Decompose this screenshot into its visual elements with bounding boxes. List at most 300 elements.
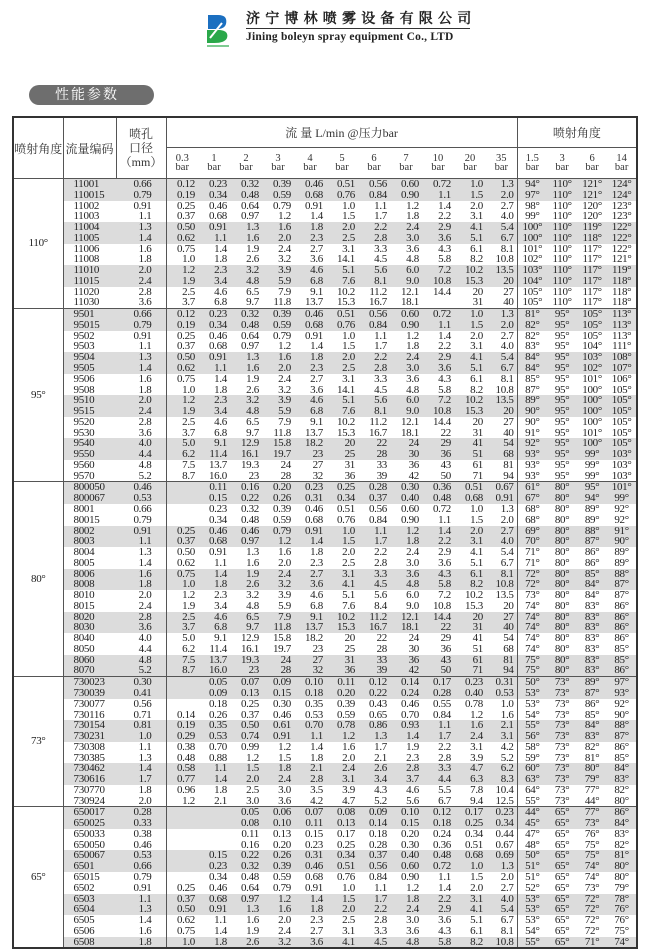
flow-value: 0.72 <box>422 179 454 190</box>
table-row <box>13 526 637 537</box>
flow-value: 0.65 <box>368 708 387 721</box>
flow-value: 0.76 <box>336 871 355 883</box>
flow-value: 0.76 <box>336 513 355 526</box>
flow-value: 1.0 <box>182 383 195 396</box>
flow-value: 1.4 <box>310 210 323 223</box>
flow-code: 6504 <box>63 904 116 915</box>
flow-value: 28 <box>358 449 390 460</box>
spray-angle-value: 83° <box>577 665 607 676</box>
flow-value: 3.1 <box>470 340 483 353</box>
flow-value: 15.3 <box>454 276 486 287</box>
flow-value: 0.16 <box>240 838 259 851</box>
flow-code: 11002 <box>63 201 116 212</box>
flow-value: 4.6 <box>310 589 323 602</box>
table-row <box>13 655 637 666</box>
spray-angle-value: 119° <box>607 265 637 276</box>
flow-value: 3.6 <box>438 556 451 569</box>
flow-value: 3.9 <box>262 265 294 276</box>
flow-value: 1.8 <box>310 751 323 764</box>
flow-code: 6506 <box>63 926 116 937</box>
flow-value: 1.0 <box>486 699 517 710</box>
spray-angle-value: 75° <box>577 850 607 861</box>
flow-value: 3.9 <box>262 395 294 406</box>
spray-angle-value: 75° <box>517 655 547 666</box>
spray-angle-value: 105° <box>607 438 637 449</box>
flow-value: 1.1 <box>422 320 454 331</box>
flow-value: 5.9 <box>262 276 294 287</box>
flow-value: 0.05 <box>198 677 230 688</box>
flow-value: 3.2 <box>262 937 294 949</box>
flow-value: 3.1 <box>326 774 358 785</box>
spray-angle-value: 86° <box>614 599 629 612</box>
spray-angle-value: 87° <box>577 536 607 547</box>
flow-code: 11008 <box>63 254 116 265</box>
header-flow-pressure: 3 bar <box>262 148 294 179</box>
orifice-diameter: 3.6 <box>116 622 166 633</box>
flow-value: 2.0 <box>326 222 358 233</box>
flow-value: 11.2 <box>369 285 387 298</box>
spray-angle-value: 51° <box>517 861 547 872</box>
flow-value: 1.6 <box>342 740 355 753</box>
flow-value: 0.25 <box>240 697 259 710</box>
flow-value: 2.7 <box>310 924 323 937</box>
spray-angle-value: 113° <box>611 329 632 342</box>
spray-angle-value: 72° <box>517 579 547 590</box>
spray-angle-value: 85° <box>525 372 540 385</box>
flow-value: 23 <box>312 642 323 655</box>
spray-angle-value: 123° <box>611 199 632 212</box>
spray-angle-value: 74° <box>584 871 600 883</box>
spray-angle-value: 91° <box>525 426 540 439</box>
flow-code: 65015 <box>63 872 116 883</box>
flow-value: 5.0 <box>182 632 195 645</box>
spray-angle-value: 76° <box>607 904 637 915</box>
spray-angle-value: 64° <box>525 783 540 796</box>
flow-value: 0.62 <box>176 556 195 569</box>
flow-value: 5.1 <box>326 265 358 276</box>
spray-angle-value: 119° <box>577 222 607 233</box>
flow-value: 1.2 <box>326 731 358 742</box>
table-row <box>13 872 637 883</box>
flow-value: 0.48 <box>230 320 262 331</box>
table-row <box>13 601 637 612</box>
flow-value: 0.75 <box>176 924 195 937</box>
flow-value: 1.7 <box>422 731 454 742</box>
flow-value <box>166 818 198 829</box>
table-row <box>13 665 637 676</box>
company-name-en: Jining boleyn spray equipment Co., LTD <box>246 31 454 43</box>
spray-angle-value: 88° <box>607 720 637 731</box>
flow-value: 2.1 <box>198 796 230 807</box>
flow-value: 0.14 <box>176 708 195 721</box>
flow-value: 0.53 <box>486 688 517 699</box>
flow-value: 11.2 <box>369 415 387 428</box>
flow-value: 4.3 <box>422 569 454 580</box>
flow-value: 0.48 <box>176 751 195 764</box>
flow-value: 1.8 <box>214 783 227 796</box>
orifice-diameter: 1.4 <box>116 763 166 774</box>
spray-angle-value: 53° <box>517 688 547 699</box>
flow-value: 1.4 <box>310 740 323 753</box>
flow-value: 0.25 <box>176 199 195 212</box>
flow-value: 22 <box>358 438 390 449</box>
flow-value: 0.59 <box>262 320 294 331</box>
flow-value: 2.8 <box>374 914 387 927</box>
orifice-diameter: 0.53 <box>116 850 166 861</box>
flow-value: 4.8 <box>406 253 419 266</box>
flow-value: 1.8 <box>310 546 323 559</box>
flow-value: 71 <box>454 665 486 676</box>
flow-value: 0.36 <box>432 838 451 851</box>
flow-value: 0.35 <box>198 720 230 731</box>
flow-value: 1.0 <box>326 526 358 537</box>
flow-value: 10.8 <box>486 385 517 396</box>
spray-angle-value: 80° <box>607 861 637 872</box>
flow-value: 0.84 <box>358 320 390 331</box>
flow-value: 9.1 <box>310 285 323 298</box>
flow-value: 0.15 <box>262 688 294 699</box>
flow-value: 68 <box>486 449 517 460</box>
flow-value: 1.6 <box>230 233 262 244</box>
spray-angle-value: 82° <box>517 320 547 331</box>
flow-value: 4.1 <box>454 904 486 915</box>
spray-angle-value: 87° <box>614 589 629 602</box>
flow-value: 0.34 <box>486 818 517 829</box>
table-row <box>13 644 637 655</box>
flow-value: 1.3 <box>486 504 517 515</box>
orifice-diameter: 2.8 <box>116 287 166 298</box>
flow-value: 2.4 <box>454 731 486 742</box>
flow-value: 4.0 <box>486 894 517 905</box>
spray-angle-value: 93° <box>517 449 547 460</box>
flow-value: 10.8 <box>486 937 517 949</box>
flow-code: 8050 <box>63 644 116 655</box>
header-spray-angle: 喷射角度 <box>13 117 63 179</box>
spray-angle-value: 72° <box>584 914 600 927</box>
orifice-diameter: 2.4 <box>116 601 166 612</box>
flow-value: 1.4 <box>294 536 326 547</box>
spray-angle-value: 80° <box>547 665 577 676</box>
flow-value: 1.8 <box>390 536 422 547</box>
flow-value: 1.0 <box>182 253 195 266</box>
flow-value: 8.1 <box>486 569 517 580</box>
flow-value: 0.43 <box>368 697 387 710</box>
flow-code: 11001 <box>63 179 116 190</box>
spray-angle-value: 105° <box>607 395 637 406</box>
flow-value: 0.60 <box>390 309 422 320</box>
flow-value: 4.8 <box>230 276 262 287</box>
flow-value: 1.8 <box>406 340 419 353</box>
flow-value: 1.2 <box>166 796 198 807</box>
spray-angle-value: 45° <box>517 818 547 829</box>
flow-value: 3.9 <box>278 589 291 602</box>
spray-angle-value: 100° <box>577 395 607 406</box>
flow-value: 8.2 <box>454 937 486 949</box>
flow-value: 0.91 <box>198 352 230 363</box>
flow-value: 0.68 <box>454 493 486 504</box>
spray-angle-value: 83° <box>577 622 607 633</box>
flow-value: 22 <box>422 622 454 633</box>
flow-value: 2.3 <box>310 914 323 927</box>
flow-value: 14.4 <box>422 612 454 623</box>
spray-angle-value: 63° <box>517 774 547 785</box>
flow-value: 1.4 <box>438 329 451 342</box>
orifice-diameter: 0.28 <box>116 807 166 818</box>
spray-angle-value: 99° <box>607 493 637 504</box>
flow-value: 2.5 <box>246 783 259 796</box>
flow-value: 8.1 <box>486 374 517 385</box>
flow-value: 3.1 <box>454 536 486 547</box>
flow-value: 3.6 <box>294 579 326 590</box>
flow-value: 3.3 <box>374 372 387 385</box>
flow-value: 0.12 <box>358 677 390 688</box>
table-row <box>13 287 637 298</box>
spray-angle-value: 89° <box>614 546 629 559</box>
flow-value: 2.5 <box>326 233 358 244</box>
flow-value: 0.25 <box>176 881 195 894</box>
spray-angle-value: 82° <box>614 838 629 851</box>
flow-value: 9.4 <box>454 796 486 807</box>
spray-angle-value: 74° <box>525 642 540 655</box>
table-row <box>13 807 637 818</box>
flow-value: 24 <box>408 632 419 645</box>
spray-angle-value: 94° <box>517 179 547 190</box>
flow-value: 0.64 <box>240 329 259 342</box>
flow-value: 0.84 <box>368 513 387 526</box>
flow-value: 2.5 <box>166 612 198 623</box>
flow-value: 2.6 <box>358 763 390 774</box>
flow-value: 42 <box>390 665 422 676</box>
flow-value <box>166 482 198 493</box>
flow-value: 36 <box>390 655 422 666</box>
flow-value: 31 <box>326 655 358 666</box>
flow-value: 5.1 <box>470 914 483 927</box>
flow-value: 2.9 <box>422 352 454 363</box>
flow-code: 650050 <box>63 840 116 851</box>
flow-value: 24 <box>262 655 294 666</box>
spray-angle-value: 80° <box>547 622 577 633</box>
flow-value: 0.46 <box>208 329 227 342</box>
flow-value: 8.1 <box>358 276 390 287</box>
flow-value: 1.7 <box>374 340 387 353</box>
table-row <box>13 244 637 255</box>
flow-value: 2.4 <box>326 763 358 774</box>
flow-value: 0.19 <box>166 720 198 731</box>
table-row <box>13 731 637 742</box>
flow-code: 11020 <box>63 287 116 298</box>
flow-value: 20 <box>344 632 355 645</box>
flow-value: 0.77 <box>166 774 198 785</box>
spray-angle-value: 117° <box>582 242 602 255</box>
flow-value: 0.69 <box>486 850 517 861</box>
flow-value: 1.4 <box>198 569 230 580</box>
flow-value: 31 <box>344 458 355 471</box>
flow-value: 5.6 <box>358 265 390 276</box>
flow-value: 5.9 <box>278 599 291 612</box>
flow-value: 19.7 <box>272 642 291 655</box>
flow-value: 2.3 <box>310 556 323 569</box>
flow-code: 9530 <box>63 428 116 439</box>
flow-value: 2.9 <box>422 222 454 233</box>
flow-value: 1.2 <box>406 329 419 342</box>
flow-code: 9540 <box>63 438 116 449</box>
flow-value: 3.6 <box>422 363 454 374</box>
flow-value: 9.7 <box>230 622 262 633</box>
spray-angle-value: 74° <box>525 599 540 612</box>
spray-angle-value: 89° <box>517 395 547 406</box>
flow-value: 0.40 <box>390 493 422 504</box>
spray-angle-value: 65° <box>554 827 570 840</box>
flow-value: 2.0 <box>486 190 517 201</box>
flow-code: 730462 <box>63 763 116 774</box>
flow-value: 0.25 <box>454 818 486 829</box>
flow-value: 0.23 <box>304 838 323 851</box>
flow-value: 1.3 <box>486 861 517 872</box>
flow-value: 0.37 <box>358 850 390 861</box>
flow-value: 0.68 <box>304 871 323 883</box>
flow-value: 1.4 <box>198 774 230 785</box>
flow-value: 1.1 <box>214 914 227 927</box>
flow-value: 1.9 <box>166 406 198 417</box>
flow-value: 9.0 <box>390 406 422 417</box>
flow-code: 9520 <box>63 417 116 428</box>
flow-value: 3.7 <box>182 426 195 439</box>
flow-value: 0.39 <box>336 697 355 710</box>
flow-code: 650067 <box>63 850 116 861</box>
flow-value: 3.7 <box>166 622 198 633</box>
table-row <box>13 374 637 385</box>
spray-angle-value: 99° <box>577 449 607 460</box>
flow-value: 0.70 <box>208 740 227 753</box>
flow-value: 3.6 <box>310 253 323 266</box>
spray-angle-value: 73° <box>547 688 577 699</box>
flow-value: 1.0 <box>166 937 198 949</box>
flow-value: 5.8 <box>438 253 451 266</box>
spray-angle-value: 74° <box>577 861 607 872</box>
flow-value: 1.2 <box>470 708 483 721</box>
table-row <box>13 276 637 287</box>
flow-value: 6.7 <box>486 915 517 926</box>
flow-code: 800067 <box>63 493 116 504</box>
flow-value: 4.6 <box>214 415 227 428</box>
orifice-diameter: 1.3 <box>116 547 166 558</box>
spray-angle-value: 95° <box>554 458 570 471</box>
header-flow-pressure: 2 bar <box>230 148 262 179</box>
flow-value: 0.10 <box>262 818 294 829</box>
flow-value: 54 <box>486 438 517 449</box>
flow-code: 9550 <box>63 449 116 460</box>
table-row <box>13 785 637 796</box>
spray-angle-value: 73° <box>547 763 577 774</box>
flow-value: 4.1 <box>326 937 358 949</box>
flow-value: 0.26 <box>208 708 227 721</box>
flow-value: 1.8 <box>214 253 227 266</box>
flow-value: 0.13 <box>326 818 358 829</box>
flow-value: 19.3 <box>240 458 259 471</box>
flow-value: 0.10 <box>390 807 422 818</box>
flow-value: 11.8 <box>262 297 294 308</box>
flow-value: 1.6 <box>262 904 294 915</box>
spray-angle-value: 90° <box>607 536 637 547</box>
flow-value: 2.6 <box>246 383 259 396</box>
flow-value: 0.46 <box>304 502 323 515</box>
flow-value: 14.4 <box>432 415 451 428</box>
spray-angle-value: 72° <box>584 924 600 937</box>
flow-value: 0.30 <box>272 697 291 710</box>
flow-value: 0.23 <box>486 807 517 818</box>
flow-value: 2.0 <box>230 774 262 785</box>
flow-value: 94 <box>486 471 517 482</box>
flow-value: 0.46 <box>208 881 227 894</box>
flow-value: 6.7 <box>486 363 517 374</box>
flow-value: 12.1 <box>400 415 419 428</box>
flow-value: 0.79 <box>272 329 291 342</box>
flow-value: 0.79 <box>272 881 291 894</box>
orifice-diameter: 1.1 <box>116 894 166 905</box>
flow-value: 2.8 <box>374 556 387 569</box>
orifice-diameter: 0.79 <box>116 872 166 883</box>
flow-value: 7.9 <box>278 285 291 298</box>
flow-value: 3.1 <box>326 569 358 580</box>
section-spray-angle: 73° <box>13 677 63 807</box>
flow-value: 2.3 <box>294 363 326 374</box>
flow-value: 0.18 <box>422 818 454 829</box>
flow-value: 16.0 <box>198 665 230 676</box>
flow-value: 0.48 <box>240 513 259 526</box>
table-row <box>13 796 637 807</box>
flow-code: 95015 <box>63 320 116 331</box>
flow-value: 0.11 <box>294 818 326 829</box>
flow-value: 36 <box>326 471 358 482</box>
orifice-diameter: 0.41 <box>116 688 166 699</box>
flow-value: 3.1 <box>342 924 355 937</box>
flow-value: 0.05 <box>230 807 262 818</box>
flow-value: 0.22 <box>358 688 390 699</box>
flow-value: 3.0 <box>230 796 262 807</box>
table-row <box>13 558 637 569</box>
flow-value: 61 <box>454 655 486 666</box>
table-row <box>13 482 637 493</box>
flow-value: 0.37 <box>166 894 198 905</box>
orifice-diameter: 0.81 <box>116 720 166 731</box>
flow-value: 6.8 <box>214 426 227 439</box>
flow-value: 6.1 <box>470 242 483 255</box>
orifice-diameter: 0.79 <box>116 515 166 526</box>
spray-angle-value: 65° <box>547 937 577 949</box>
spray-angle-value: 118° <box>607 297 637 308</box>
spray-angle-value: 110° <box>547 190 577 201</box>
flow-value: 5.1 <box>342 589 355 602</box>
flow-value: 0.13 <box>230 688 262 699</box>
flow-value: 2.3 <box>406 751 419 764</box>
flow-value: 1.1 <box>422 720 454 731</box>
flow-value: 0.97 <box>230 894 262 905</box>
spray-angle-value: 56° <box>517 731 547 742</box>
spray-angle-value: 48° <box>525 838 540 851</box>
flow-value: 2.1 <box>294 763 326 774</box>
table-row <box>13 763 637 774</box>
orifice-diameter: 4.0 <box>116 633 166 644</box>
spray-angle-value: 85° <box>584 708 600 721</box>
flow-code: 730023 <box>63 677 116 688</box>
flow-value: 0.60 <box>400 502 419 515</box>
flow-value: 0.14 <box>358 818 390 829</box>
flow-value: 2.6 <box>246 253 259 266</box>
flow-code: 9508 <box>63 385 116 396</box>
spray-angle-value: 80° <box>547 569 577 580</box>
flow-value: 0.31 <box>294 850 326 861</box>
flow-value: 3.2 <box>230 395 262 406</box>
